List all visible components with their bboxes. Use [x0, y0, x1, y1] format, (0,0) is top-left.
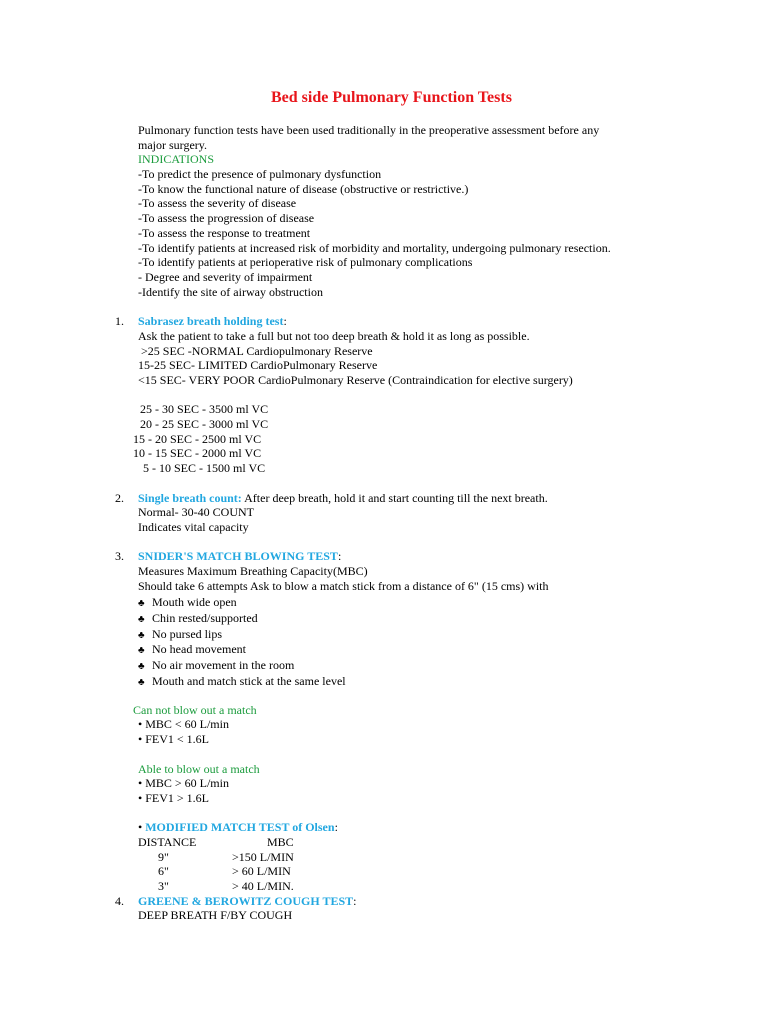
section-3-line: Measures Maximum Breathing Capacity(MBC): [138, 564, 368, 578]
able-blow-heading: Able to blow out a match: [138, 762, 260, 776]
cannot-blow-item: • FEV1 < 1.6L: [138, 732, 209, 746]
indication-item: - Degree and severity of impairment: [138, 270, 313, 284]
section-4-title: GREENE & BEROWITZ COUGH TEST: [138, 894, 354, 908]
page-title: Bed side Pulmonary Function Tests: [271, 89, 512, 106]
indication-item: -To identify patients at perioperative risk of pulmonary complications: [138, 255, 473, 269]
list-item-text: Mouth wide open: [152, 595, 237, 609]
modified-match-colon: :: [334, 820, 338, 834]
indication-item: -To know the functional nature of disease (obstructive or restrictive.): [138, 182, 469, 196]
club-bullet-icon: ♣: [138, 661, 145, 672]
indication-item: -To assess the severity of disease: [138, 196, 297, 210]
section-2-number: 2.: [115, 491, 124, 505]
table-header-mbc: MBC: [267, 835, 294, 849]
table-cell: >150 L/MIN: [232, 850, 294, 864]
club-bullet-icon: ♣: [138, 677, 145, 688]
modified-match-title: MODIFIED MATCH TEST of Olsen: [145, 820, 335, 834]
list-item: [138, 627, 222, 643]
section-2-heading: [138, 491, 548, 505]
section-4-colon: :: [353, 894, 357, 908]
section-3-heading: [138, 549, 341, 563]
section-3-line: Should take 6 attempts Ask to blow a match stick from a distance of 6" (15 cms) with: [138, 579, 549, 593]
section-2-heading-rest: After deep breath, hold it and start counting till the next breath.: [241, 491, 548, 505]
vc-table-row: 20 - 25 SEC - 3000 ml VC: [140, 417, 269, 431]
section-1-number: 1.: [115, 314, 124, 328]
indication-item: -To assess the progression of disease: [138, 211, 315, 225]
section-2-line: Normal- 30-40 COUNT: [138, 505, 254, 519]
list-item: [138, 642, 246, 658]
cannot-blow-item: • MBC < 60 L/min: [138, 717, 229, 731]
modified-match-heading: [138, 820, 338, 834]
section-3-number: 3.: [115, 549, 124, 563]
indication-item: -Identify the site of airway obstruction: [138, 285, 323, 299]
club-bullet-icon: ♣: [138, 630, 145, 641]
list-item-text: No air movement in the room: [152, 658, 295, 672]
club-bullet-icon: ♣: [138, 598, 145, 609]
intro-line-2: major surgery.: [138, 138, 207, 152]
indication-item: -To identify patients at increased risk of morbidity and mortality, undergoing pulmonary resection.: [138, 241, 611, 255]
vc-table-row: 15 - 20 SEC - 2500 ml VC: [133, 432, 262, 446]
section-1-colon: :: [283, 314, 287, 328]
table-cell: 3": [158, 879, 169, 893]
table-cell: > 60 L/MIN: [232, 864, 291, 878]
section-1-line: <15 SEC- VERY POOR CardioPulmonary Reserve (Contraindication for elective surgery): [138, 373, 573, 387]
table-cell: 9": [158, 850, 169, 864]
list-item-text: Mouth and match stick at the same level: [152, 674, 346, 688]
list-item: [138, 674, 346, 690]
section-1-title: Sabrasez breath holding test: [138, 314, 284, 328]
list-item: [138, 595, 237, 611]
section-3-colon: :: [337, 549, 342, 563]
vc-table-row: 5 - 10 SEC - 1500 ml VC: [143, 461, 266, 475]
able-blow-item: • MBC > 60 L/min: [138, 776, 229, 790]
vc-table-row: 25 - 30 SEC - 3500 ml VC: [140, 402, 269, 416]
indication-item: -To predict the presence of pulmonary dysfunction: [138, 167, 382, 181]
club-bullet-icon: ♣: [138, 645, 145, 656]
section-4-line: DEEP BREATH F/BY COUGH: [138, 908, 293, 922]
section-1-line: Ask the patient to take a full but not too deep breath & hold it as long as possible.: [138, 329, 530, 343]
table-cell: 6": [158, 864, 169, 878]
section-4-number: 4.: [115, 894, 124, 908]
modified-bullet: •: [138, 820, 146, 834]
table-header-distance: DISTANCE: [138, 835, 197, 849]
cannot-blow-heading: Can not blow out a match: [133, 703, 257, 717]
section-1-line: 15-25 SEC- LIMITED CardioPulmonary Reserve: [138, 358, 378, 372]
section-1-line: >25 SEC -NORMAL Cardiopulmonary Reserve: [141, 344, 373, 358]
section-4-heading: [138, 894, 357, 908]
list-item: [138, 611, 258, 627]
indications-heading: INDICATIONS: [138, 152, 214, 166]
club-bullet-icon: ♣: [138, 614, 145, 625]
list-item-text: Chin rested/supported: [152, 611, 258, 625]
list-item-text: No pursed lips: [152, 627, 222, 641]
list-item: [138, 658, 294, 674]
vc-table-row: 10 - 15 SEC - 2000 ml VC: [133, 446, 262, 460]
section-2-line: Indicates vital capacity: [138, 520, 249, 534]
table-cell: > 40 L/MIN.: [232, 879, 294, 893]
indication-item: -To assess the response to treatment: [138, 226, 311, 240]
list-item-text: No head movement: [152, 642, 246, 656]
section-3-title: SNIDER'S MATCH BLOWING TEST: [138, 549, 338, 563]
section-1-heading: [138, 314, 287, 328]
able-blow-item: • FEV1 > 1.6L: [138, 791, 209, 805]
intro-line-1: Pulmonary function tests have been used traditionally in the preoperative assessment before any: [138, 123, 600, 137]
section-2-title: Single breath count:: [138, 491, 242, 505]
